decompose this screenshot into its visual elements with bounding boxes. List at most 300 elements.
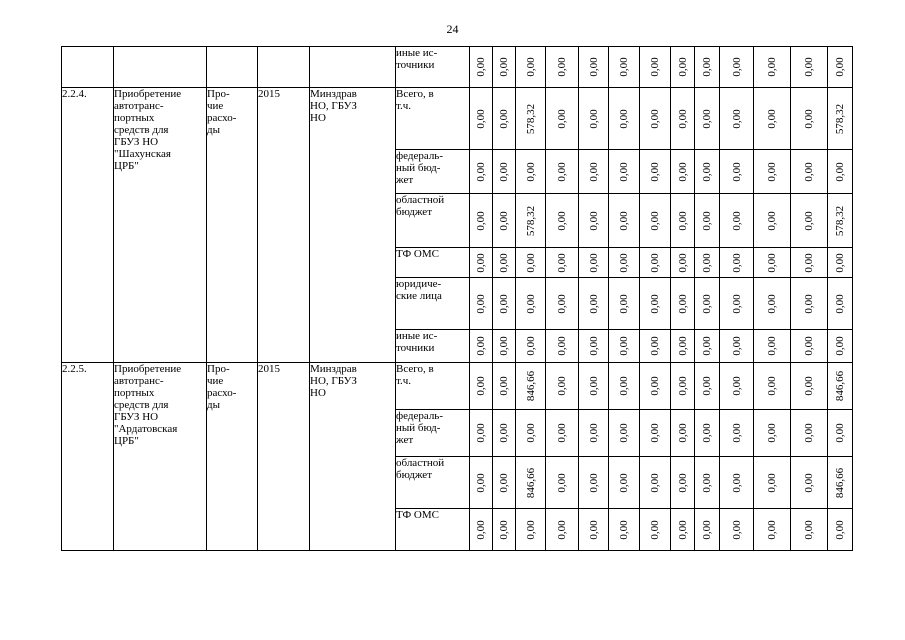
executor [310,47,396,88]
amount-value: 578,32 [524,205,537,236]
amount-value: 0,00 [803,519,815,540]
amount-cell [609,88,640,150]
amount-cell [470,278,493,330]
amount-value: 0,00 [475,161,487,182]
amount-value: 0,00 [556,336,568,356]
amount-value: 0,00 [803,336,815,356]
amount-value: 0,00 [649,376,661,396]
amount-value: 0,00 [730,376,743,396]
funding-source: Всего, в т.ч. [396,88,470,150]
amount-cell [579,457,609,509]
funding-source: ТФ ОМС [396,248,470,278]
amount-value: 0,00 [556,423,568,443]
amount-cell [470,194,493,248]
amount-cell [470,47,493,88]
amount-value: 0,00 [498,336,510,356]
amount-value: 0,00 [618,108,630,129]
amount-value: 0,00 [618,210,630,231]
amount-cell [516,248,546,278]
amount-cell [470,363,493,410]
amount-cell [609,248,640,278]
amount-value: 0,00 [676,293,689,314]
amount-cell [828,278,853,330]
amount-value: 0,00 [524,293,537,314]
amount-value: 0,00 [524,57,537,77]
amount-value: 0,00 [587,423,600,443]
amount-cell [695,410,720,457]
amount-cell [609,509,640,551]
funding-source: Всего, в т.ч. [396,363,470,410]
amount-value: 0,00 [649,57,661,77]
amount-cell [695,150,720,194]
amount-value: 0,00 [475,336,487,356]
amount-value: 0,00 [834,161,846,182]
amount-value: 0,00 [701,210,713,231]
item-description: Приобретение автотранс- портных средств для ГБУЗ НО "Ардатовская ЦРБ" [114,363,207,551]
amount-value: 0,00 [498,472,510,493]
amount-value: 0,00 [766,423,778,443]
amount-value: 0,00 [618,161,630,182]
amount-cell [516,330,546,363]
amount-value: 0,00 [649,293,661,314]
amount-value: 0,00 [701,161,713,182]
amount-value: 0,00 [676,57,689,77]
amount-cell [754,194,791,248]
amount-cell [754,410,791,457]
amount-cell [640,47,671,88]
amount-value: 0,00 [701,376,713,396]
amount-cell [828,509,853,551]
amount-value: 0,00 [676,252,689,273]
amount-cell [828,194,853,248]
amount-value: 0,00 [766,519,778,540]
amount-cell [579,194,609,248]
amount-cell [640,194,671,248]
amount-cell [828,47,853,88]
amount-cell [640,457,671,509]
amount-value: 0,00 [498,519,510,540]
amount-cell [470,88,493,150]
amount-cell [828,150,853,194]
amount-value: 0,00 [618,519,630,540]
table-row [62,88,853,150]
amount-cell [791,363,828,410]
amount-cell [546,330,579,363]
amount-cell [695,278,720,330]
amount-value: 0,00 [649,519,661,540]
amount-value: 0,00 [618,472,630,493]
amount-cell [754,278,791,330]
amount-cell [579,88,609,150]
amount-value: 0,00 [766,161,778,182]
amount-cell [493,150,516,194]
amount-value: 0,00 [766,57,778,77]
amount-cell [609,330,640,363]
amount-cell [720,330,754,363]
item-number [62,47,114,88]
amount-value: 0,00 [803,252,815,273]
amount-cell [695,88,720,150]
amount-value: 0,00 [701,423,713,443]
amount-value: 0,00 [475,293,487,314]
amount-value: 0,00 [676,336,689,356]
amount-cell [791,330,828,363]
amount-value: 0,00 [676,376,689,396]
amount-value: 0,00 [766,376,778,396]
amount-value: 0,00 [649,210,661,231]
funding-source: областной бюджет [396,457,470,509]
amount-value: 0,00 [701,336,713,356]
amount-cell [493,509,516,551]
amount-value: 0,00 [676,519,689,540]
amount-value: 0,00 [587,472,600,493]
amount-cell [754,457,791,509]
amount-cell [546,278,579,330]
amount-cell [579,363,609,410]
amount-value: 0,00 [524,423,537,443]
amount-value: 0,00 [587,376,600,396]
amount-value: 0,00 [475,210,487,231]
amount-cell [720,88,754,150]
amount-cell [640,509,671,551]
amount-value: 578,32 [834,103,846,134]
amount-cell [546,194,579,248]
table-row [62,47,853,88]
budget-table [61,46,853,551]
amount-value: 0,00 [676,210,689,231]
amount-value: 0,00 [475,57,487,77]
item-number: 2.2.5. [62,363,114,551]
amount-value: 0,00 [556,210,568,231]
amount-value: 0,00 [524,336,537,356]
amount-cell [609,410,640,457]
amount-value: 0,00 [803,108,815,129]
amount-cell [579,509,609,551]
amount-value: 0,00 [524,161,537,182]
amount-cell [720,150,754,194]
amount-cell [516,410,546,457]
amount-value: 0,00 [587,161,600,182]
amount-value: 0,00 [803,472,815,493]
funding-source: областной бюджет [396,194,470,248]
executor: Минздрав НО, ГБУЗ НО [310,363,396,551]
amount-cell [546,509,579,551]
amount-value: 0,00 [730,336,743,356]
amount-cell [493,330,516,363]
amount-cell [579,47,609,88]
amount-cell [609,278,640,330]
amount-value: 0,00 [498,423,510,443]
amount-cell [493,457,516,509]
amount-value: 846,66 [834,370,846,402]
amount-cell [546,47,579,88]
amount-cell [754,248,791,278]
amount-cell [579,410,609,457]
amount-value: 0,00 [803,161,815,182]
amount-value: 0,00 [701,472,713,493]
amount-cell [671,47,695,88]
amount-value: 0,00 [475,376,487,396]
amount-value: 0,00 [730,57,743,77]
amount-cell [828,410,853,457]
amount-cell [671,278,695,330]
amount-cell [640,330,671,363]
amount-cell [470,150,493,194]
amount-cell [516,457,546,509]
amount-value: 0,00 [498,108,510,129]
item-description: Приобретение автотранс- портных средств для ГБУЗ НО "Шахунская ЦРБ" [114,88,207,363]
amount-cell [671,150,695,194]
amount-cell [640,363,671,410]
amount-value: 0,00 [649,161,661,182]
amount-value: 0,00 [556,252,568,273]
amount-value: 0,00 [587,210,600,231]
amount-cell [609,194,640,248]
amount-value: 0,00 [587,519,600,540]
amount-value: 0,00 [701,519,713,540]
amount-value: 0,00 [587,336,600,356]
amount-cell [791,194,828,248]
amount-cell [791,88,828,150]
amount-value: 0,00 [649,423,661,443]
amount-value: 0,00 [587,108,600,129]
amount-value: 0,00 [475,423,487,443]
amount-cell [720,363,754,410]
amount-value: 0,00 [834,519,846,540]
amount-value: 0,00 [834,336,846,356]
amount-cell [609,457,640,509]
amount-cell [671,88,695,150]
amount-cell [791,410,828,457]
amount-value: 0,00 [649,252,661,273]
amount-value: 0,00 [498,293,510,314]
amount-value: 0,00 [475,472,487,493]
funding-source: иные ис- точники [396,47,470,88]
amount-cell [791,278,828,330]
amount-cell [493,363,516,410]
amount-value: 0,00 [730,108,743,129]
amount-cell [493,248,516,278]
item-year [258,47,310,88]
amount-value: 0,00 [834,252,846,273]
amount-cell [671,194,695,248]
amount-cell [546,410,579,457]
amount-value: 0,00 [766,336,778,356]
amount-value: 0,00 [556,472,568,493]
amount-value: 0,00 [498,376,510,396]
amount-value: 0,00 [766,472,778,493]
amount-cell [516,47,546,88]
amount-cell [671,330,695,363]
amount-cell [493,88,516,150]
amount-value: 0,00 [676,472,689,493]
amount-cell [720,248,754,278]
amount-cell [695,457,720,509]
amount-value: 0,00 [834,423,846,443]
amount-value: 0,00 [587,57,600,77]
amount-value: 0,00 [618,376,630,396]
amount-cell [546,248,579,278]
amount-cell [470,410,493,457]
expense-type [207,47,258,88]
amount-cell [579,248,609,278]
amount-cell [640,248,671,278]
amount-cell [720,194,754,248]
amount-cell [754,509,791,551]
amount-value: 0,00 [556,57,568,77]
amount-cell [516,363,546,410]
amount-value: 0,00 [834,57,846,77]
amount-value: 0,00 [556,108,568,129]
item-year: 2015 [258,88,310,363]
amount-cell [695,330,720,363]
amount-cell [720,47,754,88]
amount-cell [493,278,516,330]
amount-cell [516,88,546,150]
amount-cell [546,457,579,509]
amount-value: 0,00 [618,336,630,356]
amount-value: 0,00 [730,293,743,314]
amount-cell [828,248,853,278]
amount-cell [828,330,853,363]
amount-value: 0,00 [766,252,778,273]
amount-cell [609,363,640,410]
amount-value: 0,00 [730,472,743,493]
amount-value: 0,00 [524,519,537,540]
amount-cell [695,47,720,88]
amount-value: 0,00 [834,293,846,314]
amount-value: 0,00 [618,252,630,273]
amount-value: 0,00 [803,293,815,314]
amount-value: 0,00 [730,210,743,231]
amount-cell [671,509,695,551]
amount-value: 0,00 [498,210,510,231]
amount-cell [640,88,671,150]
amount-value: 0,00 [676,108,689,129]
amount-cell [791,150,828,194]
amount-value: 0,00 [475,519,487,540]
item-year: 2015 [258,363,310,551]
amount-cell [828,457,853,509]
amount-value: 0,00 [498,252,510,273]
amount-cell [516,150,546,194]
amount-value: 0,00 [701,57,713,77]
amount-value: 0,00 [766,108,778,129]
amount-cell [493,410,516,457]
amount-cell [720,278,754,330]
amount-value: 578,32 [524,103,537,134]
amount-value: 0,00 [803,210,815,231]
amount-value: 0,00 [587,252,600,273]
amount-value: 0,00 [730,423,743,443]
item-description [114,47,207,88]
amount-value: 0,00 [498,161,510,182]
amount-value: 0,00 [524,252,537,273]
amount-cell [671,410,695,457]
amount-cell [720,509,754,551]
amount-cell [695,194,720,248]
amount-cell [470,457,493,509]
funding-source: иные ис- точники [396,330,470,363]
amount-value: 0,00 [556,519,568,540]
amount-value: 0,00 [649,108,661,129]
amount-cell [671,248,695,278]
amount-value: 578,32 [834,205,846,236]
amount-value: 0,00 [649,336,661,356]
funding-source: ТФ ОМС [396,509,470,551]
amount-cell [516,278,546,330]
amount-value: 0,00 [676,161,689,182]
executor: Минздрав НО, ГБУЗ НО [310,88,396,363]
funding-source: федераль- ный бюд- жет [396,410,470,457]
item-number: 2.2.4. [62,88,114,363]
amount-cell [720,410,754,457]
amount-value: 0,00 [649,472,661,493]
amount-value: 846,66 [524,467,537,498]
amount-value: 0,00 [556,293,568,314]
amount-value: 0,00 [701,108,713,129]
amount-value: 0,00 [498,57,510,77]
amount-value: 0,00 [803,376,815,396]
amount-cell [720,457,754,509]
amount-cell [671,363,695,410]
amount-cell [516,194,546,248]
amount-cell [791,509,828,551]
amount-cell [640,410,671,457]
amount-cell [493,47,516,88]
amount-cell [828,363,853,410]
amount-cell [791,457,828,509]
amount-cell [695,248,720,278]
amount-cell [546,150,579,194]
amount-cell [546,363,579,410]
amount-cell [470,509,493,551]
amount-cell [579,330,609,363]
amount-cell [579,278,609,330]
amount-value: 0,00 [766,293,778,314]
amount-cell [470,330,493,363]
table-row [62,363,853,410]
amount-cell [579,150,609,194]
amount-value: 0,00 [556,376,568,396]
amount-value: 846,66 [524,370,537,402]
amount-cell [754,150,791,194]
amount-value: 0,00 [618,293,630,314]
amount-cell [754,363,791,410]
amount-value: 0,00 [556,161,568,182]
amount-cell [695,509,720,551]
amount-value: 0,00 [730,519,743,540]
amount-cell [609,150,640,194]
amount-cell [516,509,546,551]
expense-type: Про- чие расхо- ды [207,363,258,551]
amount-value: 0,00 [587,293,600,314]
amount-value: 0,00 [730,252,743,273]
amount-cell [791,47,828,88]
amount-value: 0,00 [618,423,630,443]
amount-value: 0,00 [803,57,815,77]
amount-cell [671,457,695,509]
amount-cell [695,363,720,410]
amount-cell [640,278,671,330]
amount-cell [754,47,791,88]
amount-cell [791,248,828,278]
amount-value: 0,00 [730,161,743,182]
funding-source: юридиче- ские лица [396,278,470,330]
amount-value: 0,00 [803,423,815,443]
amount-cell [470,248,493,278]
page-number: 24 [446,22,459,36]
